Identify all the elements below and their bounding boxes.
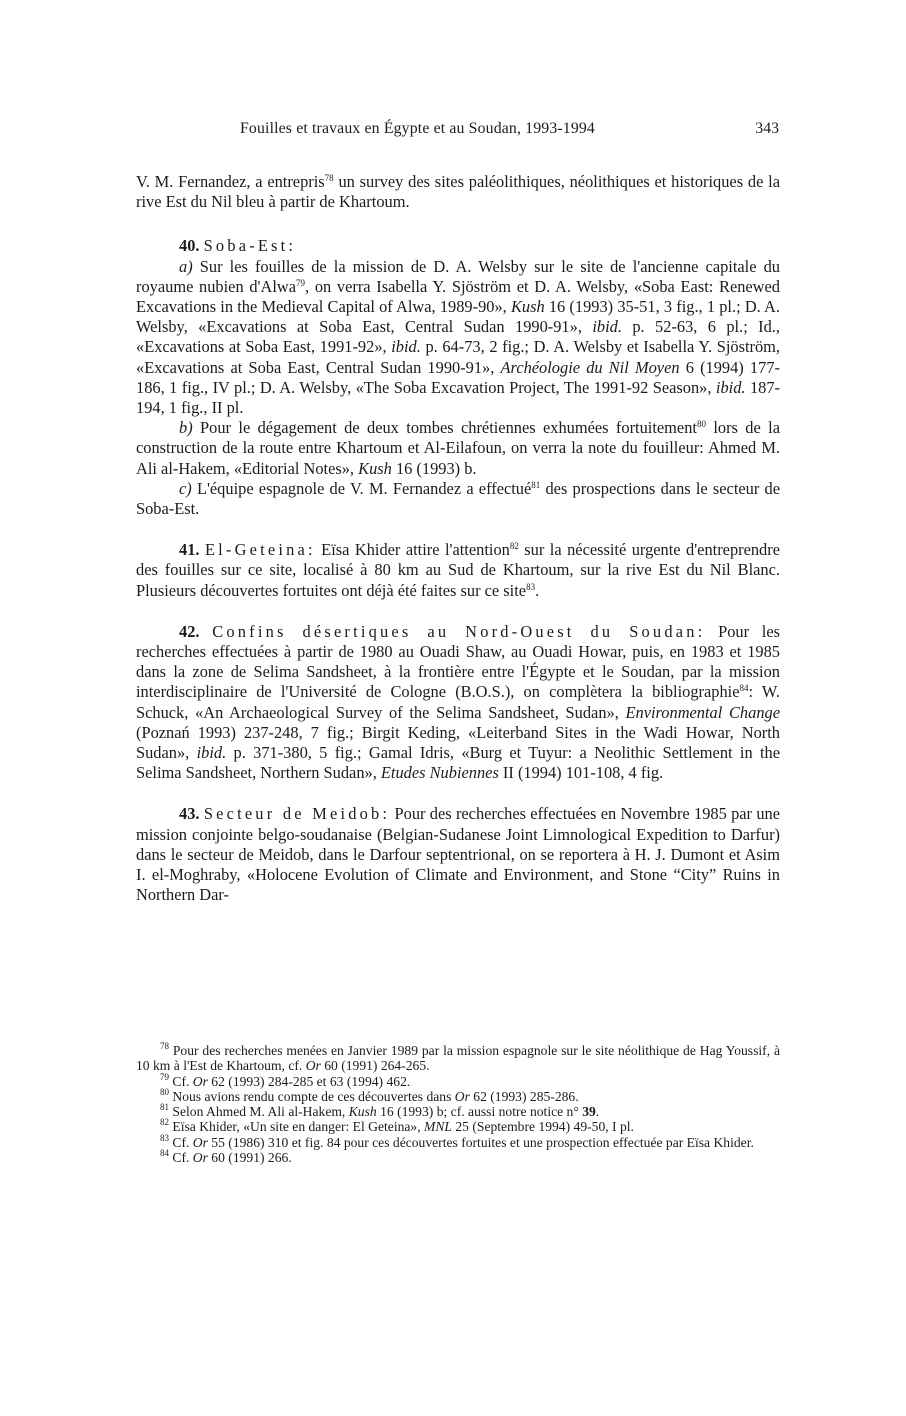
text-run: un survey des sites paléolithiques, néolithiques et historiques de la rive Est du Nil bleu à partir de Khartoum.: [136, 172, 780, 212]
section-number: 42.: [179, 621, 200, 641]
section-number: 41.: [179, 540, 200, 560]
footnote-ref: 79: [296, 277, 306, 288]
ibid: ibid.: [196, 743, 227, 763]
running-header: [136, 120, 779, 142]
text-run: 16 (1993) 35-51, 3 fig., 1 pl.; D. A. Welsby, «Excavations at Soba East, Central Sudan 1990-91»,: [136, 297, 780, 337]
footnote-84: [136, 1150, 780, 1165]
text-run: 25 (Septembre 1994) 49-50, I pl.: [451, 1119, 634, 1135]
section-number: 43.: [179, 804, 200, 824]
footnote-number: 81: [160, 1102, 169, 1113]
paragraph-42: [136, 622, 780, 784]
footnote-80: [136, 1086, 780, 1104]
paragraph-40a: [136, 257, 780, 419]
section-43: [136, 804, 780, 905]
text-run: II (1994) 101-108, 4 fig.: [498, 763, 664, 783]
section-title: Secteur de Meidob:: [203, 804, 391, 824]
footnote-83: [136, 1132, 780, 1150]
ibid: ibid.: [592, 317, 622, 337]
footnote-82: [136, 1119, 780, 1134]
text-run: .: [535, 580, 540, 600]
item-label: a): [179, 256, 193, 276]
running-title: Fouilles et travaux en Égypte et au Soudan, 1993-1994: [240, 120, 595, 137]
text-run: Cf.: [169, 1073, 193, 1089]
text-run: 60 (1991) 264-265.: [320, 1058, 430, 1074]
journal-title: Kush: [358, 458, 392, 478]
section-heading: [136, 236, 780, 256]
paragraph-40b: [136, 418, 780, 479]
text-run: Selon Ahmed M. Ali al-Hakem,: [169, 1104, 349, 1120]
footnote-number: 84: [160, 1148, 169, 1159]
item-label: b): [179, 418, 193, 438]
text-run: 60 (1991) 266.: [207, 1150, 292, 1166]
text-run: p. 64-73, 2 fig.; D. A. Welsby et Isabella Y. Sjöström, «Excavations at Soba East, Central Sudan 1990-91»,: [136, 337, 781, 377]
footnote-ref: 84: [739, 683, 749, 694]
footnote-number: 80: [160, 1086, 169, 1097]
text-run: (Poznań 1993) 237-248, 7 fig.; Birgit Keding, «Leiterband Sites in the Wadi Howar, North Sudan»,: [136, 722, 780, 763]
text-run: Cf.: [169, 1150, 193, 1166]
section-41: [136, 540, 780, 601]
footnote-ref: 82: [509, 541, 519, 552]
footnote-78: [136, 1043, 780, 1074]
text-run: 16 (1993) b.: [391, 458, 477, 478]
footnotes: [136, 1043, 780, 1165]
text-run: 6 (1994) 177-186, 1 fig., IV pl.; D. A. Welsby, «The Soba Excavation Project, The 1991-92 Season»,: [136, 357, 780, 397]
text-run: .: [595, 1104, 600, 1120]
text-run: Eïsa Khider attire l'attention: [315, 540, 510, 560]
text-run: Pour des recherches effectuées en Novembre 1985 par une mission conjointe belgo-soudanaise (Belgian-Sudanese Joint Limnological Expedition to Darfur) dans le secteur de Meidob, dans le Darfour septentrional, on se reportera à H. J. Dumont et Asim I. el-Moghraby, «Holocene Evolution of Climate and Environment, and Stone “City” Ruins in Northern Dar-: [136, 804, 780, 905]
footnote-ref: 83: [526, 581, 536, 592]
text-run: p. 52-63, 6 pl.; Id., «Excavations at Soba East, 1991-92»,: [136, 317, 780, 357]
section-title: Soba-Est:: [203, 236, 297, 256]
ibid: ibid.: [715, 377, 746, 397]
journal-title: Archéologie du Nil Moyen: [500, 357, 680, 377]
paragraph-41: [136, 540, 780, 601]
paragraph-intro: [136, 172, 780, 212]
footnote-number: 78: [160, 1041, 169, 1051]
footnote-ref: 80: [696, 419, 706, 430]
section-title: Confins désertiques au Nord-Ouest du Soudan:: [212, 621, 706, 641]
text-run: : W. Schuck, «An Archaeological Survey of the Selima Sandsheet, Sudan»,: [136, 682, 780, 722]
journal-title: Kush: [348, 1104, 377, 1120]
section-title: El-Geteina:: [204, 540, 316, 560]
text-run: 62 (1993) 284-285 et 63 (1994) 462.: [207, 1073, 411, 1089]
ibid: ibid.: [391, 337, 421, 357]
text-run: Cf.: [169, 1134, 193, 1150]
journal-title: MNL: [424, 1119, 452, 1135]
text-run: Pour le dégagement de deux tombes chrétiennes exhumées fortuitement: [192, 418, 697, 438]
text-run: Nous avions rendu compte de ces découvertes dans: [169, 1088, 455, 1104]
main-text: [136, 172, 780, 927]
section-number: 40.: [179, 236, 200, 256]
journal-title: Environmental Change: [625, 702, 780, 722]
text-run: V. M. Fernandez, a entrepris: [136, 172, 325, 191]
notice-number: 39: [582, 1104, 596, 1120]
journal-title: Or: [192, 1073, 208, 1089]
text-run: des prospections dans le secteur de Soba-Est.: [136, 478, 780, 519]
text-run: lors de la construction de la route entre Khartoum et Al-Eilafoun, on verra la note du fouilleur: Ahmed M. Ali al-Hakem, «Editorial Notes»,: [136, 418, 780, 478]
text-run: , on verra Isabella Y. Sjöström et D. A. Welsby, «Soba East: Renewed Excavations in the Medieval Capital of Alwa, 1989-90»,: [136, 276, 780, 317]
text-run: 187-194, 1 fig., II pl.: [136, 377, 780, 418]
text-run: 16 (1993) b; cf. aussi notre notice n°: [376, 1104, 583, 1120]
text-run: L'équipe espagnole de V. M. Fernandez a effectué: [191, 478, 532, 498]
section-40: [136, 236, 780, 519]
journal-title: Kush: [510, 297, 545, 317]
footnote-81: [136, 1104, 780, 1119]
footnote-number: 83: [160, 1132, 169, 1143]
page-number: 343: [755, 120, 779, 137]
text-run: 55 (1986) 310 et fig. 84 pour ces découvertes fortuites et une prospection effectuée par Eïsa Khider.: [207, 1134, 754, 1150]
footnote-number: 82: [160, 1117, 169, 1128]
text-run: Sur les fouilles de la mission de D. A. Welsby sur le site de l'ancienne capitale du royaume nubien d'Alwa: [136, 256, 780, 296]
paragraph-40c: [136, 479, 780, 519]
footnote-ref: 78: [324, 173, 334, 183]
paragraph-43: [136, 804, 780, 905]
text-run: Eïsa Khider, «Un site en danger: El Geteina»,: [169, 1119, 425, 1135]
text-run: 62 (1993) 285-286.: [469, 1088, 579, 1104]
text-run: Pour les recherches effectuées à partir de 1980 au Ouadi Shaw, au Ouadi Howar, puis, en 1983 et 1985 dans la zone de Selima Sandsheet, à la frontière entre l'Égypte et le Soudan, par la mission interdisciplinaire de l'Université de Cologne (B.O.S.), on complètera la bibliographie: [136, 621, 781, 702]
text-run: p. 371-380, 5 fig.; Gamal Idris, «Burg et Tuyur: a Neolithic Settlement in the Selima Sandsheet, Northern Sudan»,: [136, 743, 780, 783]
footnote-number: 79: [160, 1071, 169, 1082]
footnote-ref: 81: [531, 479, 541, 490]
journal-title: Or: [192, 1150, 208, 1166]
journal-title: Etudes Nubiennes: [380, 763, 499, 783]
footnote-79: [136, 1071, 780, 1089]
journal-title: Or: [305, 1058, 321, 1074]
text-run: sur la nécessité urgente d'entreprendre des fouilles sur ce site, localisé à 80 km au Sud de Khartoum, sur la rive Est du Nil Blanc. Plusieurs découvertes fortuites ont déjà été faites sur ce site: [136, 540, 780, 600]
item-label: c): [179, 478, 192, 498]
section-42: [136, 622, 780, 784]
text-run: Pour des recherches menées en Janvier 1989 par la mission espagnole sur le site néolithique de Hag Youssif, à 10 km à l'Est de Khartoum, cf.: [136, 1043, 780, 1074]
journal-title: Or: [454, 1088, 470, 1104]
journal-title: Or: [192, 1134, 208, 1150]
